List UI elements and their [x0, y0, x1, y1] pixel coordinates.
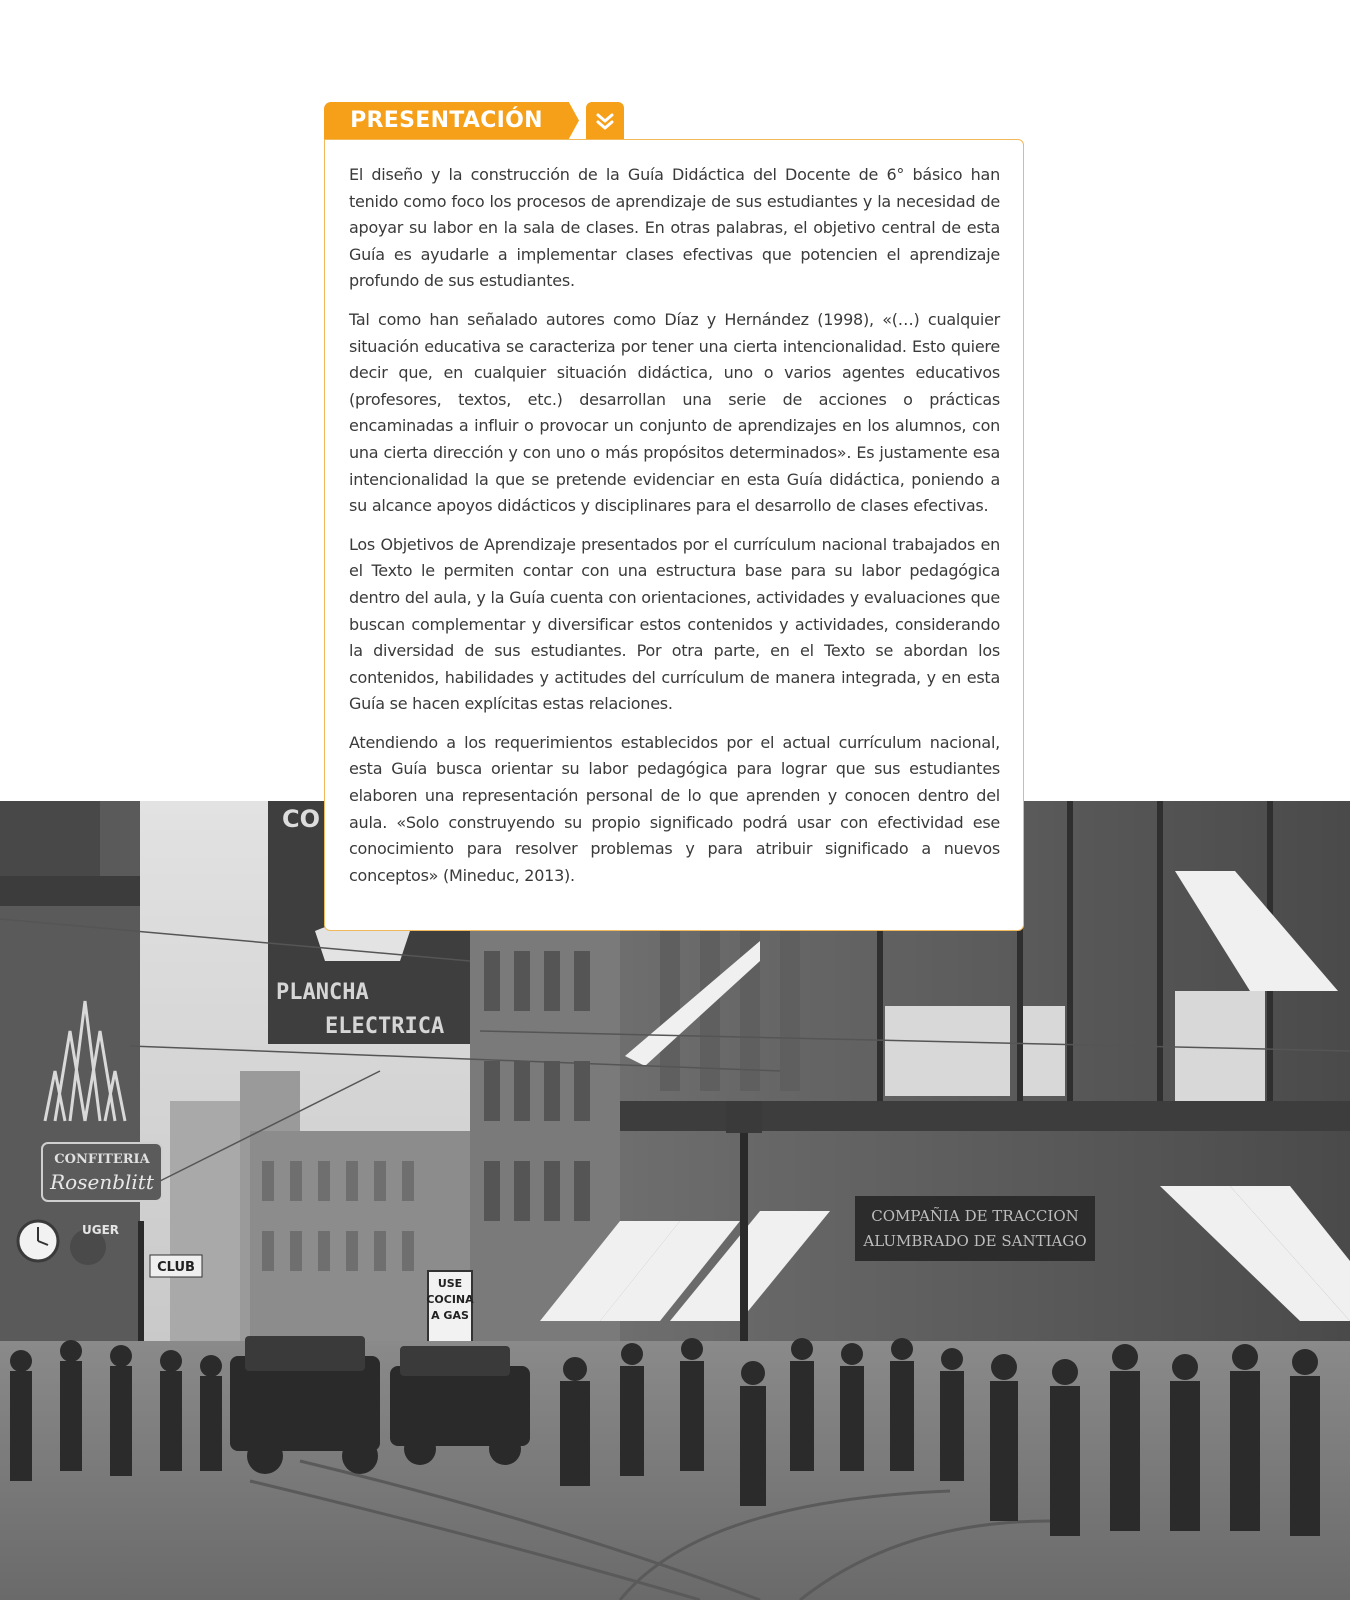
svg-text:COCINA: COCINA	[426, 1293, 474, 1306]
svg-text:Rosenblitt: Rosenblitt	[50, 1170, 154, 1194]
svg-text:COMPAÑIA DE TRACCION: COMPAÑIA DE TRACCION	[871, 1207, 1079, 1225]
presentation-content-box	[324, 139, 1024, 931]
paragraph-2: Tal como han señalado autores como Díaz y Hernández (1998), «(…) cualquier situación educativa se caracteriza por tener una cierta intencionalidad. Esto quiere decir que, en cualquier situación didáctica, uno o varios agentes educativos (profesores, textos, etc.) desarrollan una serie de acciones o prácticas encaminadas a influir o provocar un conjunto de aprendizajes en los alumnos, con una cierta dirección y con uno o más propósitos determinados». Es justamente esa intencionalidad la que se pretende evidenciar en esta Guía didáctica, poniendo a su alcance apoyos didácticos y disciplinares para el desarrollo de clases efectivas.	[349, 309, 1000, 516]
svg-text:PLANCHA: PLANCHA	[276, 980, 369, 1005]
svg-text:CO: CO	[282, 805, 321, 833]
svg-text:ALUMBRADO DE SANTIAGO: ALUMBRADO DE SANTIAGO	[863, 1232, 1087, 1250]
svg-text:CONFITERIA: CONFITERIA	[54, 1152, 150, 1167]
svg-text:UGER: UGER	[82, 1223, 120, 1237]
svg-text:A GAS: A GAS	[431, 1309, 469, 1322]
double-chevron-down-icon	[586, 102, 624, 139]
paragraph-3: Los Objetivos de Aprendizaje presentados por el currículum nacional trabajados en el Texto le permiten contar con una estructura base para su labor pedagógica dentro del aula, y la Guía cuenta con orientaciones, actividades y evaluaciones que buscan complementar y diversificar estos contenidos y actividades, considerando la diversidad de sus estudiantes. Por otra parte, en el Texto se abordan los contenidos, habilidades y actitudes del currículum de manera integrada, y en esta Guía se hacen explícitas estas relaciones.	[349, 534, 1000, 714]
svg-text:ELECTRICA: ELECTRICA	[325, 1014, 445, 1039]
paragraph-1: El diseño y la construcción de la Guía Didáctica del Docente de 6° básico han tenido como foco los procesos de aprendizaje de sus estudiantes y la necesidad de apoyar su labor en la sala de clases. En otras palabras, el objetivo central de esta Guía es ayudarle a implementar clases efectivas que potencien el aprendizaje profundo de sus estudiantes.	[349, 165, 1000, 291]
double-chevron-down-glyph	[594, 110, 616, 132]
svg-text:USE: USE	[437, 1277, 463, 1290]
svg-text:CLUB: CLUB	[157, 1260, 195, 1275]
paragraph-4: Atendiendo a los requerimientos establecidos por el actual currículum nacional, esta Guía busca orientar su labor pedagógica para lograr que sus estudiantes elaboren una representación personal de lo que aprenden y conocen dentro del aula. «Solo construyendo su propio significado podrá usar con efectividad ese conocimiento para resolver problemas y para atribuir significado a nuevos conceptos» (Mineduc, 2013).	[349, 732, 1000, 885]
section-title: PRESENTACIÓN	[350, 108, 543, 133]
